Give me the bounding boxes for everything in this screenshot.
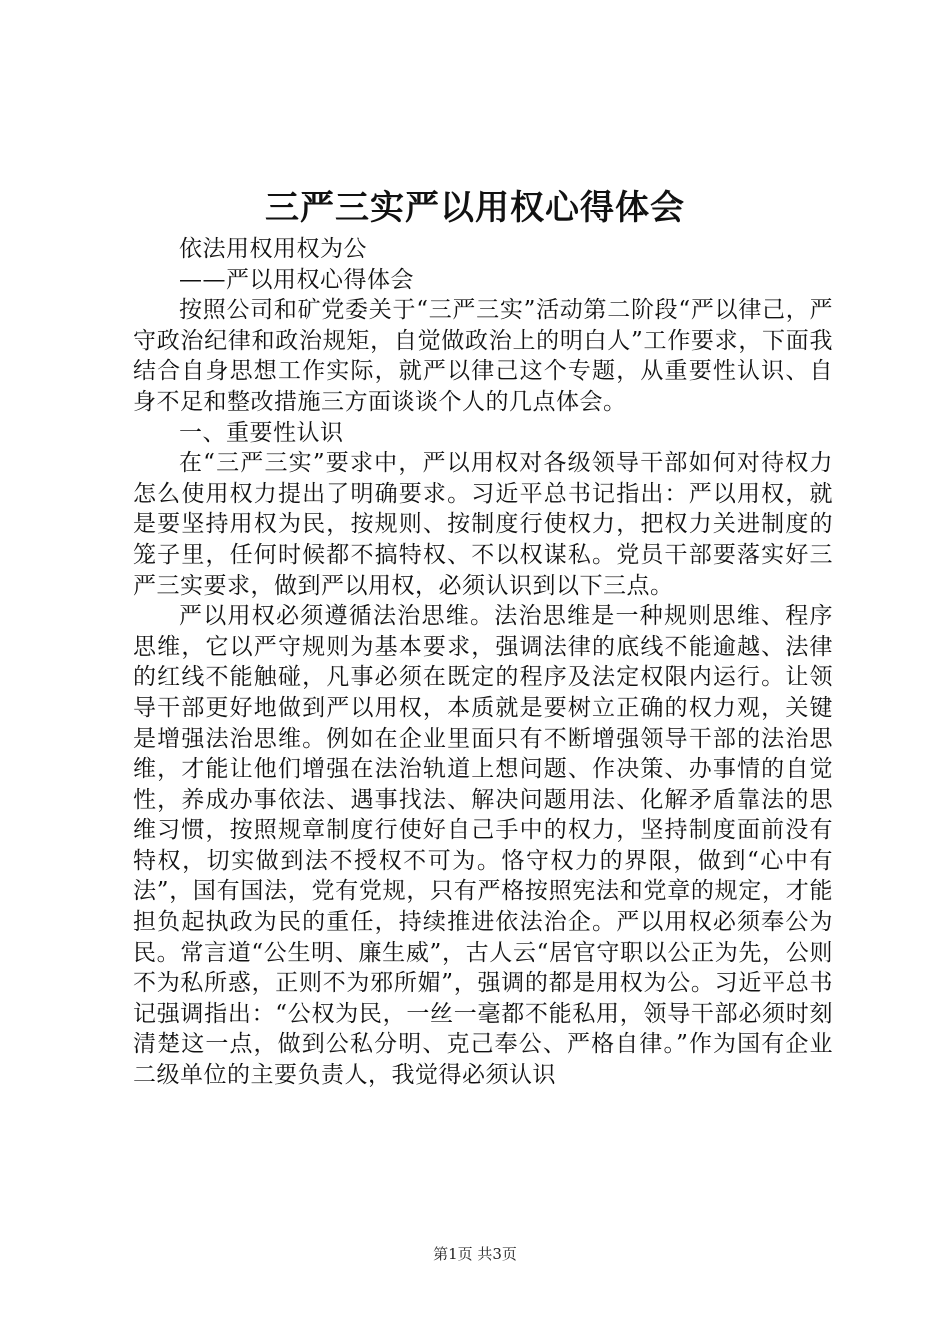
subtitle-sub-line: ——严以用权心得体会 bbox=[179, 266, 414, 293]
body-paragraph: 在“三严三实”要求中，严以用权对各级领导干部如何对待权力怎么使用权力提出了明确要求。习近平总书记指出：严以用权，就是要坚持用权为民，按规则、按制度行使权力，把权力关进制度的笼子里，任何时候都不搞特权、不以权谋私。党员干部要落实好三严三实要求，做到严以用权，必须认识到以下三点。 bbox=[133, 450, 833, 599]
subtitle-line: 依法用权用权为公 bbox=[179, 236, 367, 262]
page-footer: 第1页 共3页 bbox=[433, 1245, 517, 1263]
intro-paragraph: 按照公司和矿党委关于“三严三实”活动第二阶段“严以律己，严守政治纪律和政治规矩，自觉做政治上的明白人”工作要求，下面我结合自身思想工作实际，就严以律己这个专题，从重要性认识、自身不足和整改措施三方面谈谈个人的几点体会。 bbox=[133, 297, 833, 415]
body-paragraph: 严以用权必须遵循法治思维。法治思维是一种规则思维、程序思维，它以严守规则为基本要求，强调法律的底线不能逾越、法律的红线不能触碰，凡事必须在既定的程序及法定权限内运行。让领导干部更好地做到严以用权，本质就是要树立正确的权力观，关键是增强法治思维。例如在企业里面只有不断增强领导干部的法治思维，才能让他们增强在法治轨道上想问题、作决策、办事情的自觉性，养成办事依法、遇事找法、解决问题用法、化解矛盾靠法的思维习惯，按照规章制度行使好自己手中的权力，坚持制度面前没有特权，切实做到法不授权不可为。恪守权力的界限，做到“心中有法”，国有国法，党有党规，只有严格按照宪法和党章的规定，才能担负起执政为民的重任，持续推进依法治企。严以用权必须奉公为民。常言道“公生明、廉生威”，古人云“居官守职以公正为先，公则不为私所惑，正则不为邪所媚”，强调的都是用权为公。习近平总书记强调指出：“公权为民，一丝一毫都不能私用，领导干部必须时刻清楚这一点，做到公私分明、克己奉公、严格自律。”作为国有企业二级单位的主要负责人，我觉得必须认识 bbox=[133, 603, 833, 1089]
section-heading: 一、重要性认识 bbox=[179, 419, 344, 446]
document-body bbox=[133, 234, 833, 1091]
document-title: 三严三实严以用权心得体会 bbox=[265, 188, 685, 228]
